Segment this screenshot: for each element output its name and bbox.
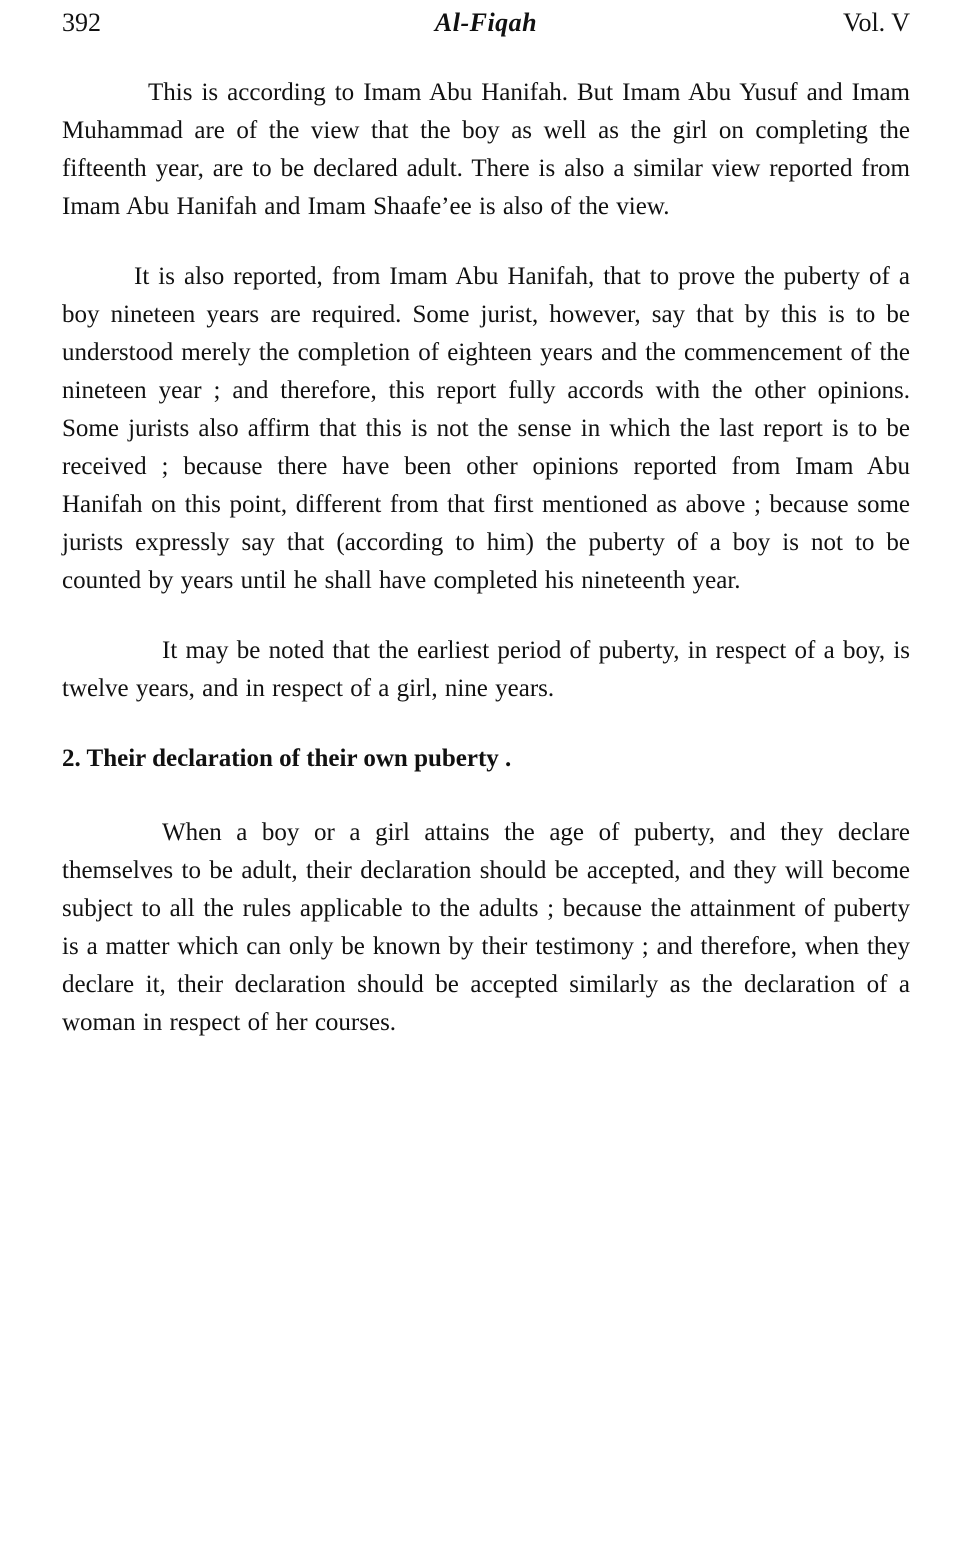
book-title: Al-Fiqah (434, 8, 538, 37)
paragraph-declaration-accepted: When a boy or a girl attains the age of puberty, and they declare themselves to be adult, their declaration should be accepted, and they will become subject to all the rules applicable to the adults ; because the attainment of puberty is a matter which can only be known by their testimony ; and therefore, when they declare it, their declaration should be accepted similarly as the declaration of a woman in respect of her courses. (62, 819, 910, 1036)
paragraph-earliest-period: It may be noted that the earliest period of puberty, in respect of a boy, is twelve years, and in respect of a girl, nine years. (62, 637, 910, 702)
paragraph-nineteen-years: It is also reported, from Imam Abu Hanifah, that to prove the puberty of a boy nineteen years are required. Some jurist, however, say that by this is to be understood merely the completion of eighteen years and the commencement of the nineteen year ; and therefore, this report fully accords with the other opinions. Some jurists also affirm that this is not the sense in which the last report is to be received ; because there have been other opinions reported from Imam Abu Hanifah on this point, different from that first mentioned as above ; because some jurists expressly say that (according to him) the puberty of a boy is not to be counted by years until he shall have completed his nineteenth year. (62, 263, 910, 594)
page-header (62, 8, 910, 38)
page-number: 392 (62, 8, 101, 37)
paragraph-imam-views: This is according to Imam Abu Hanifah. But Imam Abu Yusuf and Imam Muhammad are of the view that the boy as well as the girl on completing the fifteenth year, are to be declared adult. There is also a similar view reported from Imam Abu Hanifah and Imam Shaafe’ee is also of the view. (62, 79, 910, 220)
section-heading-declaration: 2. Their declaration of their own puberty . (62, 745, 512, 772)
volume-label: Vol. V (843, 8, 910, 37)
page-body (62, 74, 910, 1042)
